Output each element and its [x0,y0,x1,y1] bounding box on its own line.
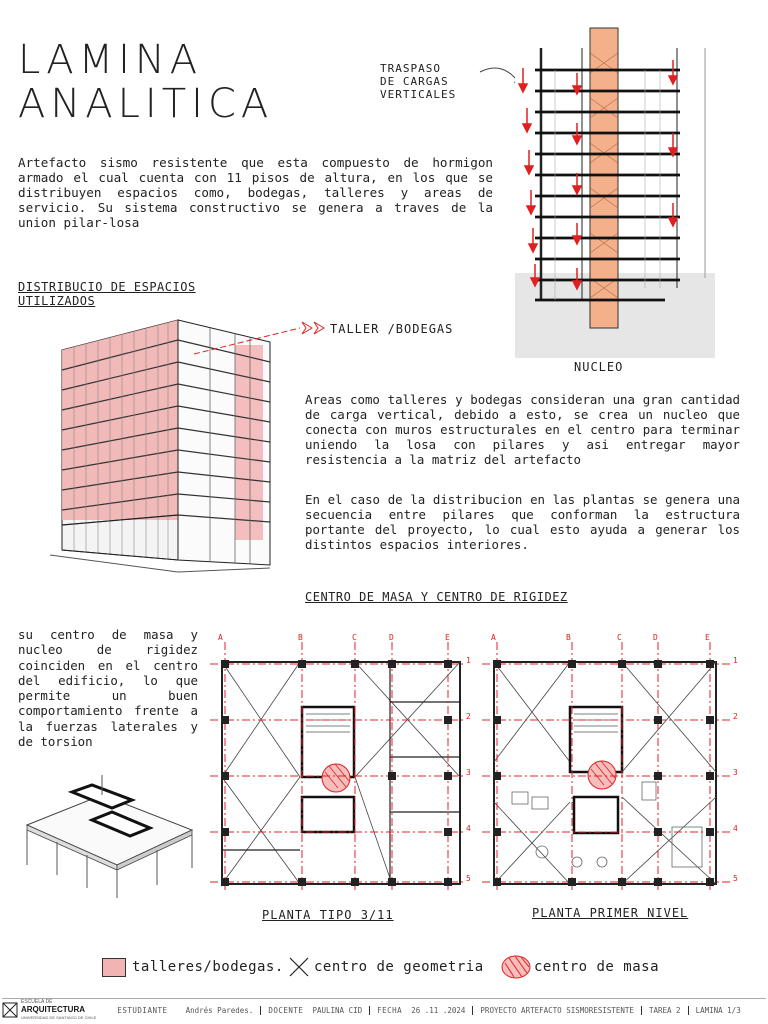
axis-3: 3 [733,768,738,777]
axis-5: 5 [733,874,738,883]
legend-geometria [288,955,484,979]
plan-tipo-number-axes [466,656,478,896]
fecha-value: 26 .11 .2024 [411,1005,466,1015]
school-line-3: UNIVERSIDAD DE SANTIAGO DE CHILE [21,1015,97,1020]
school-line-1: ESCUELA DE [21,999,53,1005]
docente-label: DOCENTE [268,1005,304,1015]
page-title [18,38,273,126]
distribucion-heading [18,280,196,308]
section-drawing [515,28,715,358]
estudiante-value: Andrés Paredes. [185,1005,254,1015]
pink-swatch-icon [102,958,126,977]
legend-masa-label: centro de masa [534,959,660,975]
axis-3: 3 [466,768,471,777]
axis-d: D [389,633,394,642]
para-talleres: Areas como talleres y bodegas consideran una gran cantidad de carga vertical, debido a esto, se crea un nucleo que conecta con muros estructurales en el centro para terminar uniendo la losa con pilares y asi entregar mayor resistencia a la matriz del artefacto [305,392,740,467]
footer-estudiante [110,1006,260,1015]
footer-fecha [369,1006,472,1015]
title-line-1: LAMINA [18,37,203,83]
footer-lamina: LAMINA 1/3 [688,1006,748,1015]
axis-a: A [491,633,496,642]
para-distribucion: En el caso de la distribucion en las plantas se genera una secuencia entre pilares que conforman la estructura portante del proyecto, lo cual esto ayuda a generar los distintos espacios interiores. [305,492,740,552]
distribucion-line-1: DISTRIBUCIO DE ESPACIOS [18,280,196,294]
intro-paragraph: Artefacto sismo resistente que esta compuesto de hormigon armado el cual cuenta con 11 pisos de altura, en los que se distribuyen espacios como, bodegas, talleres y areas de servicio. Su sistema constructivo se genera a traves de la union pilar-losa [18,155,493,230]
taller-pointer [190,318,330,358]
plan-tipo-letter-axes [218,633,478,645]
school-line-2: ARQUITECTURA [21,1005,85,1014]
legend-talleres-label: talleres/bodegas. [132,959,284,975]
axis-1: 1 [733,656,738,665]
title-line-2: ANALITICA [18,81,274,127]
plan-tipo-label: PLANTA TIPO 3/11 [262,908,394,922]
plan-primer-letter-axes [491,633,731,645]
axis-d: D [653,633,658,642]
footer-tarea: TAREA 2 [641,1006,688,1015]
axis-a: A [218,633,223,642]
legend-masa [500,955,659,979]
nucleo-label: NUCLEO [574,360,624,374]
plan-primer-nivel [482,632,742,897]
traspaso-label [380,62,456,101]
axis-2: 2 [733,712,738,721]
fecha-label: FECHA [377,1005,403,1015]
footer-bar [2,998,766,1021]
plan-primer-label: PLANTA PRIMER NIVEL [532,906,689,920]
legend-geometria-label: centro de geometria [314,959,484,975]
traspaso-line-3: VERTICALES [380,88,457,101]
traspaso-line-1: TRASPASO [380,62,441,75]
legend-talleres [102,955,284,979]
distribucion-line-2: UTILIZADOS [18,294,96,308]
axis-e: E [445,633,450,642]
footer-docente [260,1006,369,1015]
taller-label: TALLER /BODEGAS [330,322,454,336]
centro-text: su centro de masa y nucleo de rigidez coinciden en el centro del edificio, lo que permite un buen comportamiento frente a la fuerzas laterales y de torsion [18,627,198,750]
estudiante-label: ESTUDIANTE [117,1005,168,1015]
cross-icon [288,956,310,978]
axis-c: C [352,633,357,642]
axis-b: B [298,633,303,642]
axis-4: 4 [733,824,738,833]
slab-isometric [22,770,197,900]
traspaso-line-2: DE CARGAS [380,75,449,88]
footer-proyecto: PROYECTO ARTEFACTO SISMORESISTENTE [472,1006,641,1015]
docente-value: PAULINA CID [312,1005,363,1015]
axis-e: E [705,633,710,642]
plan-primer-number-axes [733,656,745,896]
axis-2: 2 [466,712,471,721]
centro-heading: CENTRO DE MASA Y CENTRO DE RIGIDEZ [305,590,568,604]
hatched-circle-icon [500,955,532,979]
school-logo [2,998,110,1022]
axis-b: B [566,633,571,642]
axis-5: 5 [466,874,471,883]
university-emblem-icon [2,1002,18,1018]
plan-tipo [210,632,470,897]
axis-4: 4 [466,824,471,833]
axis-c: C [617,633,622,642]
axis-1: 1 [466,656,471,665]
